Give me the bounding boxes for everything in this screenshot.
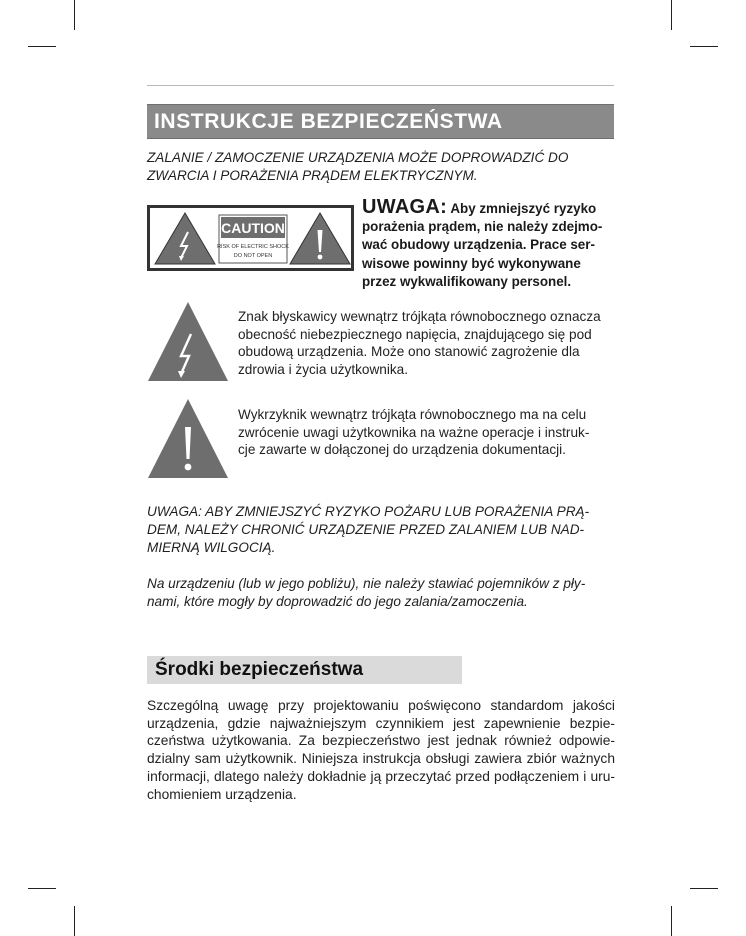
page-title-banner	[147, 104, 614, 139]
uwaga-line: Aby zmniejszyć ryzyko	[447, 201, 597, 216]
crop-mark	[690, 46, 718, 47]
crop-mark	[690, 888, 718, 889]
moisture-warning	[147, 503, 617, 557]
uwaga-line: przez wykwalifikowany personel.	[362, 273, 572, 289]
crop-mark	[671, 0, 672, 30]
crop-mark	[671, 906, 672, 936]
note-line: Na urządzeniu (lub w jego pobliżu), nie należy stawiać pojemników z pły-	[147, 576, 586, 591]
intro-warning	[147, 149, 617, 185]
liquid-note	[147, 575, 617, 611]
warning-line: UWAGA: ABY ZMNIEJSZYĆ RYZYKO POŻARU LUB PORAŻENIA PRĄ-	[147, 504, 590, 519]
description-line: Wykrzyknik wewnątrz trójkąta równobocznego ma na celu	[238, 407, 587, 422]
crop-mark	[28, 888, 56, 889]
note-line: nami, które mogły by doprowadzić do jego zalania/zamoczenia.	[147, 594, 528, 609]
exclamation-triangle-icon	[147, 397, 229, 484]
uwaga-line: porażenia prądem, nie należy zdejmo-	[362, 219, 603, 235]
lightning-description	[238, 308, 618, 379]
description-line: Znak błyskawicy wewnątrz trójkąta równobocznego oznacza	[238, 309, 601, 324]
exclamation-description	[238, 406, 618, 459]
crop-mark	[28, 46, 56, 47]
uwaga-heading: UWAGA:	[362, 196, 448, 218]
caution-line2: DO NOT OPEN	[233, 253, 273, 259]
lightning-triangle-icon	[147, 300, 229, 387]
caution-label-icon	[147, 205, 354, 271]
safety-paragraph: Szczególną uwagę przy projektowaniu poświęcono standardom jakości urządzenia, gdzie najważniejszym czynnikiem jest zapewnienie bezpie-czeństwa użytkowania. Za bezpieczeństwo jest jednak również odpowie-dzialny sam użytkownik. Niniejsza instrukcja obsługi zawiera zbiór ważnych informacji, dlatego należy dokładnie ją przeczytać przed podłączeniem i uru-chomieniem urządzenia.	[147, 698, 615, 802]
section-title: Środki bezpieczeństwa	[155, 659, 364, 680]
description-line: cje zawarte w dołączonej do urządzenia dokumentacji.	[238, 442, 566, 458]
uwaga-line: wać obudowy urządzenia. Prace ser-	[362, 237, 595, 253]
header-rule	[147, 85, 614, 86]
caution-line1: RISK OF ELECTRIC SHOCK	[217, 244, 289, 250]
page-title: INSTRUKCJE BEZPIECZEŃSTWA	[154, 110, 503, 133]
crop-mark	[74, 0, 75, 30]
intro-line: ZWARCIA I PORAŻENIA PRĄDEM ELEKTRYCZNYM.	[147, 168, 478, 183]
description-line: zwrócenie uwagi użytkownika na ważne operacje i instruk-	[238, 424, 590, 440]
intro-line: ZALANIE / ZAMOCZENIE URZĄDZENIA MOŻE DOPROWADZIĆ DO	[147, 150, 569, 165]
description-line: zdrowia i życia użytkownika.	[238, 362, 408, 378]
description-line: obecność niebezpiecznego napięcia, znajdującego się pod	[238, 326, 592, 342]
uwaga-warning	[362, 198, 620, 291]
crop-mark	[74, 906, 75, 936]
warning-line: DEM, NALEŻY CHRONIĆ URZĄDZENIE PRZED ZALANIEM LUB NAD-	[147, 522, 585, 537]
caution-title: CAUTION	[221, 220, 285, 236]
uwaga-line: wisowe powinny być wykonywane	[362, 255, 581, 271]
section-heading	[147, 656, 462, 684]
description-line: obudową urządzenia. Może ono stanowić zagrożenie dla	[238, 344, 580, 360]
warning-line: MIERNĄ WILGOCIĄ.	[147, 540, 276, 555]
